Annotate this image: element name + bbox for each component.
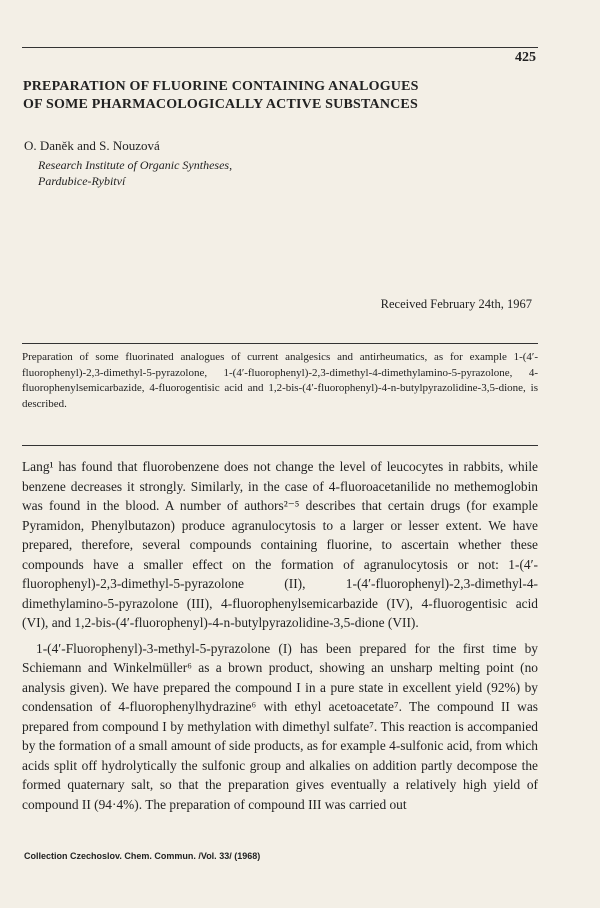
article-body [22, 457, 538, 814]
page-number: 425 [515, 50, 536, 65]
body-paragraph-2: 1-(4′-Fluorophenyl)-3-methyl-5-pyrazolone (I) has been prepared for the first time by Schiemann and Winkelmüller⁶ as a brown product, showing an unsharp melting point (no analysis given). We have prepared the compound I in a pure state in excellent yield (92%) by condensation of 4-fluorophenylhydrazine⁶ with ethyl acetoacetate⁷. The compound II was prepared from compound I by methylation with dimethyl sulfate⁷. This reaction is accompanied by the formation of a small amount of side products, as for example 4-sulfonic acid, from which acids split off hydrolytically the sulfonic group and alkalies on addition partly decompose the formed quaternary salt, so that the preparation gives eventually a relatively high yield of compound II (94·4%). The preparation of compound III was carried out [22, 640, 538, 812]
affiliation-line-1: Research Institute of Organic Syntheses, [38, 158, 233, 172]
title-line-2: OF SOME PHARMACOLOGICALLY ACTIVE SUBSTANCES [23, 97, 418, 112]
affiliation [38, 157, 232, 189]
affiliation-line-2: Pardubice-Rybitví [38, 174, 126, 188]
title-line-1: PREPARATION OF FLUORINE CONTAINING ANALOGUES [23, 79, 419, 94]
authors: O. Daněk and S. Nouzová [24, 138, 160, 153]
article-title [23, 78, 543, 114]
abstract: Preparation of some fluorinated analogues of current analgesics and antirheumatics, as for example 1-(4′-fluorophenyl)-2,3-dimethyl-5-pyrazolone, 1-(4′-fluorophenyl)-2,3-dimethyl-4-dimethylamino-5-pyrazolone, 4-fluorophenylsemicarbazide, 4-fluorogentisic acid and 1,2-bis-(4′-fluorophenyl)-4-n-butylpyrazolidine-3,5-dione, is described. [22, 351, 538, 410]
received-date: Received February 24th, 1967 [380, 297, 532, 311]
abstract-box [22, 343, 538, 446]
header-rule [22, 47, 538, 48]
journal-footer: Collection Czechoslov. Chem. Commun. /Vol. 33/ (1968) [24, 851, 261, 861]
body-paragraph-1: Lang¹ has found that fluorobenzene does not change the level of leucocytes in rabbits, while benzene decreases it strongly. Similarly, in the case of 4-fluoroacetanilide no methemoglobin was found in the blood. A number of authors²⁻⁵ describes that certain drugs (for example Pyramidon, Phenylbutazon) produce agranulocytosis to a larger or lesser extent. We have prepared, therefore, several compounds containing fluorine, to ascertain whether these compounds have a smaller effect on the formation of agranulocytosis or not: 1-(4′-fluorophenyl)-2,3-dimethyl-5-pyrazolone (II), 1-(4′-fluorophenyl)-2,3-dimethyl-4-dimethylamino-5-pyrazolone (III), 4-fluorophenylsemicarbazide (IV), 4-fluorogentisic acid (VI), and 1,2-bis-(4′-fluorophenyl)-4-n-butylpyrazolidine-3,5-dione (VII). [22, 459, 538, 630]
